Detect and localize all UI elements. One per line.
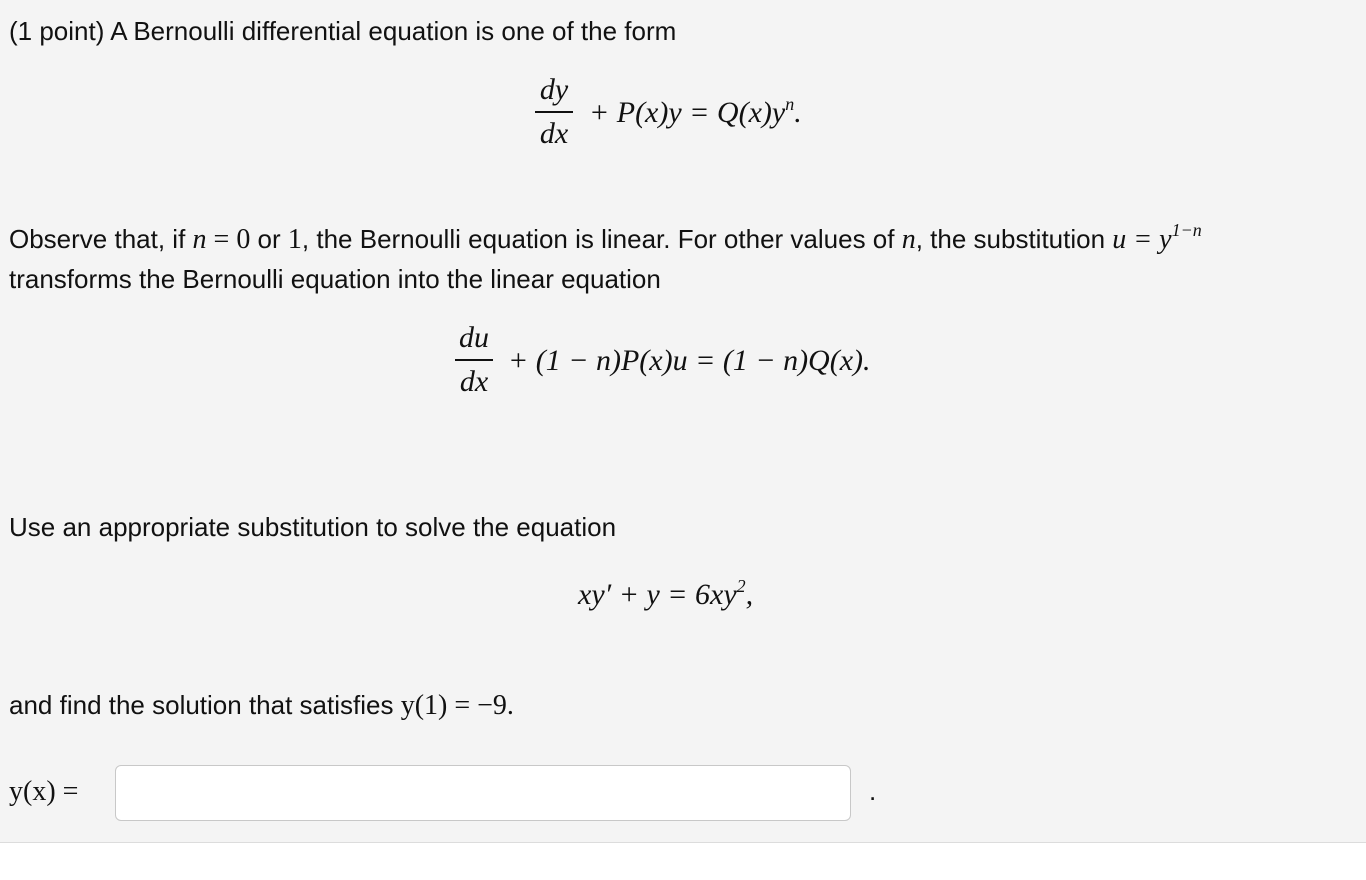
linear-equation: + (1 − n)P(x)u = (1 − n)Q(x). (508, 344, 871, 377)
eq1-numerator: dy (539, 73, 569, 106)
eq3-exponent: 2 (736, 576, 746, 596)
answer-label: y(x) = (9, 776, 79, 807)
intro-text: A Bernoulli differential equation is one of the form (110, 16, 677, 46)
eq1-exponent: n (785, 94, 795, 114)
eq2-denominator: dx (459, 365, 489, 398)
initial-condition: y(1) = −9. (400, 690, 514, 721)
observe-text-2: or (250, 224, 288, 254)
find-text: and find the solution that satisfies (9, 690, 401, 720)
observe-text-1: Observe that, if (9, 224, 193, 254)
eq2-numerator: du (459, 321, 489, 354)
substitution-exponent: 1−n (1171, 220, 1202, 240)
answer-input[interactable] (115, 765, 851, 821)
var-n: n (192, 224, 207, 255)
given-equation (578, 578, 753, 612)
eq3-lhs: xy′ + y = 6xy (578, 578, 737, 611)
eq1-denominator: dx (539, 117, 569, 150)
eq1-rest: + P(x)y = Q(x)y (589, 96, 786, 129)
observe-text-4: , the substitution (915, 224, 1113, 254)
var-n-2: n (901, 224, 916, 255)
eq1-fraction-bar (535, 111, 573, 113)
use-substitution-text: Use an appropriate substitution to solve the equation (9, 512, 617, 542)
substitution-expr: u = y (1112, 224, 1172, 255)
observe-line-1 (9, 221, 1202, 258)
eq2-fraction-bar (455, 359, 493, 361)
eq3-end: , (745, 578, 754, 611)
bernoulli-equation (589, 96, 802, 130)
initial-condition-line (9, 687, 514, 724)
value-one: 1 (287, 224, 302, 255)
observe-line-2: transforms the Bernoulli equation into the linear equation (9, 264, 661, 294)
answer-period: . (869, 776, 877, 806)
eq1-fraction (535, 73, 573, 151)
observe-text-3: , the Bernoulli equation is linear. For other values of (301, 224, 902, 254)
problem-intro (9, 13, 676, 49)
eq-zero: = 0 (206, 224, 251, 255)
eq1-end: . (794, 96, 802, 129)
points-label: (1 point) (9, 16, 105, 46)
eq2-fraction (455, 321, 493, 399)
